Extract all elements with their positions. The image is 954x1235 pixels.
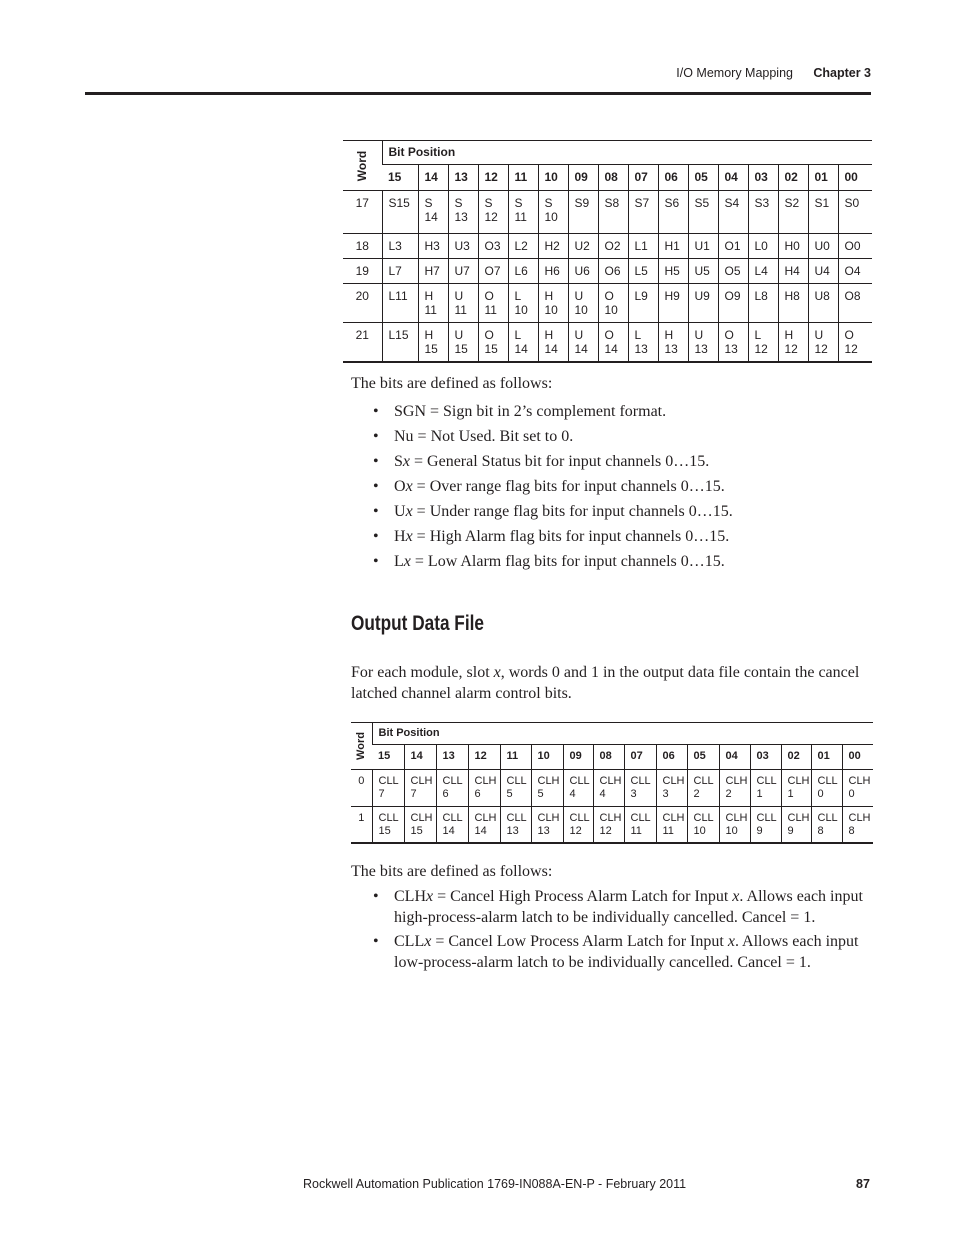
bit-column-header: 01 [811, 745, 842, 770]
bit-cell: H1 [658, 234, 688, 259]
bit-cell: U2 [568, 234, 598, 259]
bit-cell: O 12 [838, 323, 872, 362]
bit-cell: S4 [718, 191, 748, 234]
bit-column-header: 01 [808, 165, 838, 191]
table-row [343, 191, 872, 234]
bit-cell: H2 [538, 234, 568, 259]
bit-cell: U8 [808, 284, 838, 323]
cancel-bit-definition-list [373, 886, 863, 973]
bit-cell: CLL 6 [436, 770, 468, 807]
bit-cell: U 13 [688, 323, 718, 362]
bit-cell: S6 [658, 191, 688, 234]
bit-definition-list [373, 401, 733, 576]
bit-cell: H7 [418, 259, 448, 284]
bit-cell: L15 [382, 323, 418, 362]
bit-cell: U4 [808, 259, 838, 284]
bits-defined-intro: The bits are defined as follows: [351, 863, 553, 880]
bit-column-header: 05 [688, 165, 718, 191]
bit-column-header: 05 [687, 745, 719, 770]
bit-column-header: 13 [448, 165, 478, 191]
bit-column-header: 11 [500, 745, 531, 770]
bit-cell: U 10 [568, 284, 598, 323]
bit-cell: U 11 [448, 284, 478, 323]
table-row [351, 807, 873, 843]
bit-cell: O9 [718, 284, 748, 323]
list-item: • Ux = Under range flag bits for input channels 0…15. [373, 503, 733, 520]
bit-cell: U 12 [808, 323, 838, 362]
bit-column-header: 03 [750, 745, 781, 770]
bit-cell: L4 [748, 259, 778, 284]
section-heading: Output Data File [351, 612, 484, 635]
bit-cell: U 15 [448, 323, 478, 362]
bit-column-header: 14 [404, 745, 436, 770]
page-number: 87 [856, 1177, 870, 1191]
bit-cell: O 15 [478, 323, 508, 362]
bit-cell: U6 [568, 259, 598, 284]
bit-cell: H 10 [538, 284, 568, 323]
bit-cell: O 13 [718, 323, 748, 362]
bit-cell: CLL 4 [563, 770, 593, 807]
bit-cell: CLH 3 [656, 770, 687, 807]
bit-cell: CLL 5 [500, 770, 531, 807]
bit-cell: CLH 5 [531, 770, 563, 807]
bit-cell: O4 [838, 259, 872, 284]
bit-cell: CLL 14 [436, 807, 468, 843]
word-number: 1 [351, 807, 372, 843]
bit-cell: O5 [718, 259, 748, 284]
bit-cell: L 12 [748, 323, 778, 362]
bit-cell: CLL 2 [687, 770, 719, 807]
bit-cell: O3 [478, 234, 508, 259]
bit-column-header: 09 [568, 165, 598, 191]
bit-cell: L3 [382, 234, 418, 259]
footer-publication: Rockwell Automation Publication 1769-IN088A-EN-P - February 2011 [303, 1177, 687, 1191]
bit-cell: O 10 [598, 284, 628, 323]
bit-column-header: 02 [778, 165, 808, 191]
bit-column-header: 12 [468, 745, 500, 770]
bit-cell: H3 [418, 234, 448, 259]
bit-cell: S 11 [508, 191, 538, 234]
table-row [343, 234, 872, 259]
list-item: • CLLx = Cancel Low Process Alarm Latch for Input x. Allows each input low-process-alarm latch to be individually cancelled. Cancel = 1. [373, 933, 859, 971]
table-row [343, 323, 872, 362]
bit-column-header: 06 [656, 745, 687, 770]
list-item: • Ox = Over range flag bits for input channels 0…15. [373, 478, 725, 495]
bit-column-header: 13 [436, 745, 468, 770]
bit-column-header: 00 [838, 165, 872, 191]
bit-cell: L6 [508, 259, 538, 284]
bit-cell: CLH 8 [842, 807, 873, 843]
bit-cell: CLL 11 [624, 807, 656, 843]
bit-cell: H 15 [418, 323, 448, 362]
bit-cell: H8 [778, 284, 808, 323]
bit-cell: CLH 11 [656, 807, 687, 843]
cancel-alarm-bits-table [351, 722, 873, 844]
bit-cell: CLL 0 [811, 770, 842, 807]
list-item: • Lx = Low Alarm flag bits for input channels 0…15. [373, 553, 725, 570]
bit-cell: U 14 [568, 323, 598, 362]
bit-cell: L 14 [508, 323, 538, 362]
bit-cell: CLH 15 [404, 807, 436, 843]
bit-cell: U5 [688, 259, 718, 284]
bit-cell: L7 [382, 259, 418, 284]
bit-cell: S8 [598, 191, 628, 234]
bit-cell: L9 [628, 284, 658, 323]
bit-cell: H5 [658, 259, 688, 284]
bit-cell: S7 [628, 191, 658, 234]
bit-cell: U0 [808, 234, 838, 259]
bit-cell: CLH 14 [468, 807, 500, 843]
bit-cell: O0 [838, 234, 872, 259]
bit-column-header: 08 [598, 165, 628, 191]
bit-cell: O 11 [478, 284, 508, 323]
bit-column-header: 08 [593, 745, 624, 770]
bit-cell: H 12 [778, 323, 808, 362]
bit-column-header: 14 [418, 165, 448, 191]
bit-cell: L 13 [628, 323, 658, 362]
bit-cell: CLH 2 [719, 770, 750, 807]
list-item: • Nu = Not Used. Bit set to 0. [373, 428, 574, 445]
bit-cell: CLL 12 [563, 807, 593, 843]
table-row [351, 770, 873, 807]
bit-cell: O1 [718, 234, 748, 259]
bit-column-header: 10 [538, 165, 568, 191]
bit-cell: CLL 8 [811, 807, 842, 843]
list-item: • Sx = General Status bit for input channels 0…15. [373, 453, 710, 470]
bit-column-header: 04 [719, 745, 750, 770]
bit-cell: S15 [382, 191, 418, 234]
bit-cell: S 14 [418, 191, 448, 234]
bit-column-header: 04 [718, 165, 748, 191]
bit-column-header: 07 [628, 165, 658, 191]
header-section-title: I/O Memory Mapping [676, 66, 793, 80]
bit-cell: U1 [688, 234, 718, 259]
bit-cell: CLL 10 [687, 807, 719, 843]
header-chapter: Chapter 3 [813, 66, 871, 80]
bit-cell: L1 [628, 234, 658, 259]
bit-cell: L2 [508, 234, 538, 259]
word-number: 21 [343, 323, 382, 362]
word-column-header: Word [343, 141, 382, 191]
bit-cell: U3 [448, 234, 478, 259]
table-row [343, 284, 872, 323]
bit-cell: L11 [382, 284, 418, 323]
bit-cell: H4 [778, 259, 808, 284]
bit-column-header: 03 [748, 165, 778, 191]
bit-cell: S1 [808, 191, 838, 234]
bit-cell: L 10 [508, 284, 538, 323]
bit-cell: CLH 12 [593, 807, 624, 843]
bit-column-header: 06 [658, 165, 688, 191]
bit-cell: L5 [628, 259, 658, 284]
bit-column-header: 15 [372, 745, 404, 770]
table-row [343, 259, 872, 284]
word-number: 19 [343, 259, 382, 284]
word-number: 18 [343, 234, 382, 259]
bit-cell: O6 [598, 259, 628, 284]
bits-defined-intro: The bits are defined as follows: [351, 375, 553, 392]
bit-cell: U7 [448, 259, 478, 284]
bit-column-header: 10 [531, 745, 563, 770]
bit-cell: H9 [658, 284, 688, 323]
bit-cell: CLL 7 [372, 770, 404, 807]
bit-cell: CLL 9 [750, 807, 781, 843]
bit-column-header: 12 [478, 165, 508, 191]
bit-column-header: 11 [508, 165, 538, 191]
bit-cell: S2 [778, 191, 808, 234]
bit-cell: CLH 13 [531, 807, 563, 843]
page-header [85, 0, 871, 95]
list-item: • SGN = Sign bit in 2’s complement format. [373, 403, 667, 420]
word-number: 0 [351, 770, 372, 807]
bit-cell: L0 [748, 234, 778, 259]
bit-cell: H0 [778, 234, 808, 259]
input-status-bits-table [343, 140, 872, 363]
bit-column-header: 15 [382, 165, 418, 191]
word-number: 17 [343, 191, 382, 234]
list-item: • Hx = High Alarm flag bits for input channels 0…15. [373, 528, 730, 545]
word-column-header: Word [351, 723, 372, 770]
bit-cell: O2 [598, 234, 628, 259]
bit-cell: H 11 [418, 284, 448, 323]
bit-cell: S 13 [448, 191, 478, 234]
bit-cell: CLL 3 [624, 770, 656, 807]
word-number: 20 [343, 284, 382, 323]
bit-cell: CLL 1 [750, 770, 781, 807]
bit-cell: CLH 1 [781, 770, 811, 807]
bit-cell: S0 [838, 191, 872, 234]
bit-cell: CLH 9 [781, 807, 811, 843]
bit-cell: O7 [478, 259, 508, 284]
bit-column-header: 02 [781, 745, 811, 770]
bit-cell: H 13 [658, 323, 688, 362]
bit-cell: S 10 [538, 191, 568, 234]
bit-cell: CLL 13 [500, 807, 531, 843]
bit-cell: S 12 [478, 191, 508, 234]
bit-column-header: 09 [563, 745, 593, 770]
bit-column-header: 07 [624, 745, 656, 770]
bit-cell: S3 [748, 191, 778, 234]
bit-cell: CLH 7 [404, 770, 436, 807]
bit-cell: CLL 15 [372, 807, 404, 843]
bit-cell: S5 [688, 191, 718, 234]
bit-cell: U9 [688, 284, 718, 323]
output-paragraph: For each module, slot x, words 0 and 1 in the output data file contain the cancel latched channel alarm control bits. [351, 664, 860, 702]
bit-cell: CLH 6 [468, 770, 500, 807]
bit-cell: S9 [568, 191, 598, 234]
bit-cell: H 14 [538, 323, 568, 362]
bit-column-header: 00 [842, 745, 873, 770]
bit-position-header: Bit Position [372, 723, 873, 745]
bit-cell: H6 [538, 259, 568, 284]
bit-cell: CLH 4 [593, 770, 624, 807]
bit-cell: CLH 0 [842, 770, 873, 807]
bit-cell: O8 [838, 284, 872, 323]
bit-position-header: Bit Position [382, 141, 872, 165]
list-item: • CLHx = Cancel High Process Alarm Latch for Input x. Allows each input high-process-alarm latch to be individually cancelled. Cancel = 1. [373, 888, 863, 926]
bit-cell: O 14 [598, 323, 628, 362]
bit-cell: CLH 10 [719, 807, 750, 843]
bit-cell: L8 [748, 284, 778, 323]
